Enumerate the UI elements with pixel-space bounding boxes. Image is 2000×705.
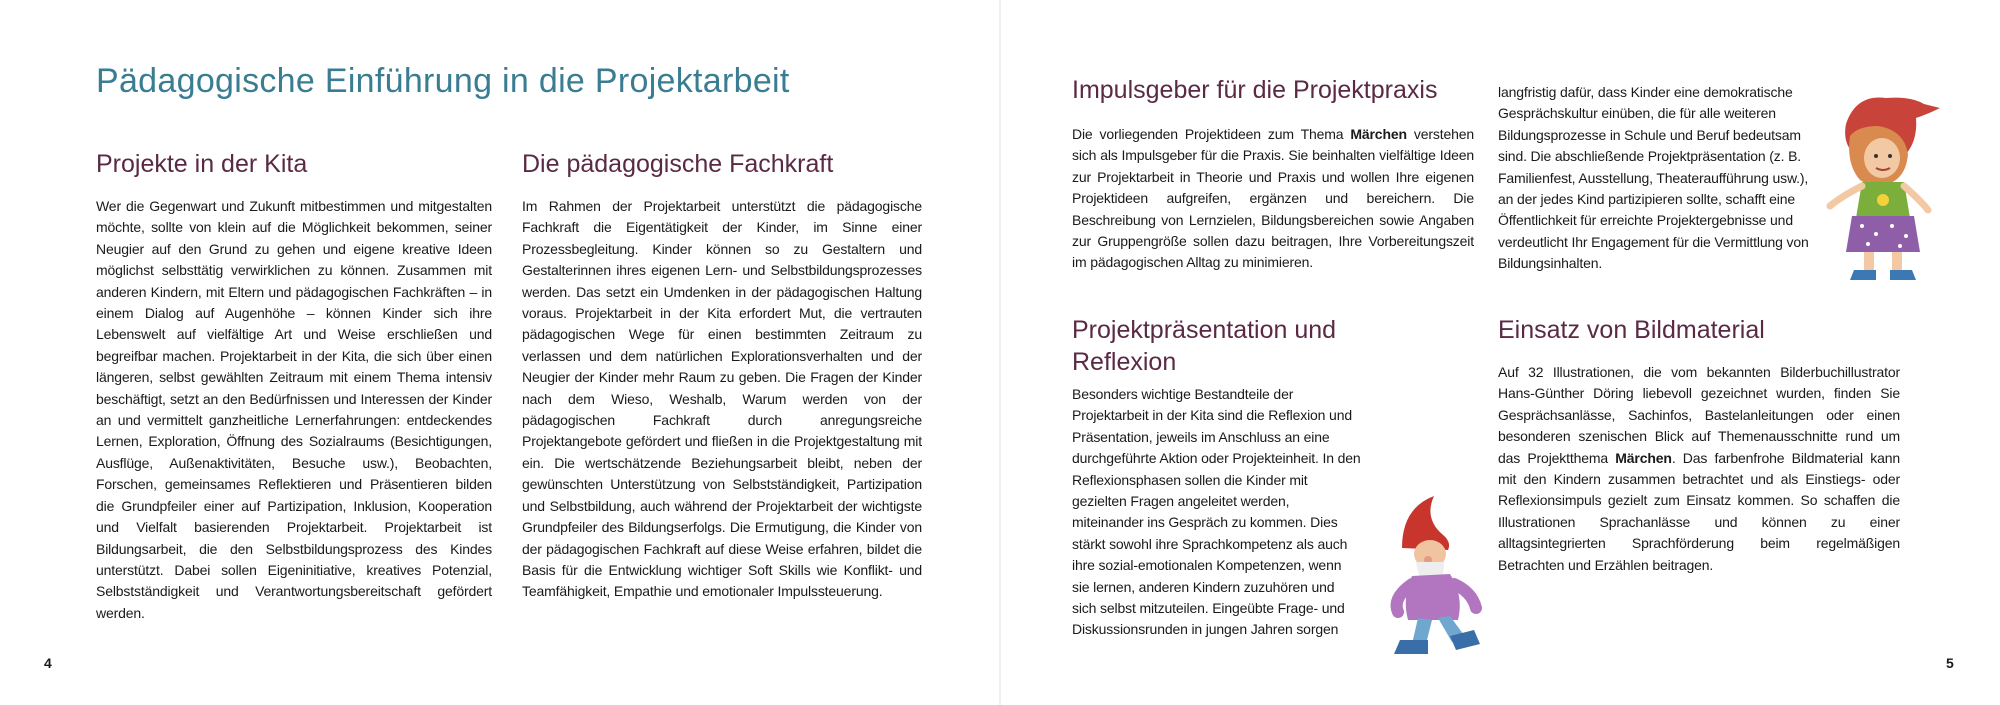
dwarf-illustration — [1372, 488, 1500, 660]
section-heading-impulsgeber: Impulsgeber für die Projektpraxis — [1072, 76, 1438, 104]
bold-term-maerchen: Märchen — [1350, 126, 1407, 142]
page-number-right: 5 — [1946, 655, 1954, 671]
right-page — [1000, 0, 2000, 705]
page-number-left: 4 — [44, 655, 52, 671]
section-body-fortsetzung: langfristig dafür, dass Kinder eine demokratische Gesprächskultur einüben, die für alle weiteren Bildungsprozesse in Schule und Beruf bedeutsam sind. Die abschließende Projektpräsentation (z. B. Familienfest, Ausstellung, Theateraufführung usw.), an der jedes Kind partizipieren sollte, schafft eine Öffentlichkeit für erreichte Projektergebnisse und verdeutlicht Ihr Engagement für die Vermittlung von Bildungsinhalten. — [1498, 84, 1809, 272]
section-body-fachkraft: Im Rahmen der Projektarbeit unterstützt die pädagogische Fachkraft die Eigentätigkeit der Kinder, im Sinne einer Prozessbegleitung. Kinder können so zu Gestaltern und Gestalterinnen ihres eigenen Lern- und Selbstbildungsprozesses werden. Das setzt ein Umdenken in der pädagogischen Haltung voraus. Projektarbeit in der Kita erfordert Mut, die vertrauten pädagogischen Wege für einen bestimmten Zeitraum zu verlassen und dem natürlichen Explorationsverhalten und der Neugier der Kinder mehr Raum zu geben. Die Fragen der Kinder nach dem Wieso, Weshalb, Warum werden von der pädagogischen Fachkraft durch anregungsreiche Projektangebote gefördert und fließen in die Projektgestaltung mit ein. Die wertschätzende Beziehungsarbeit bleibt, neben der gewünschten Unterstützung von Selbstständigkeit, Partizipation und Selbstbildung, auch während der Projektarbeit der wichtigste Grundpfeiler des Bildungserfolgs. Die Ermutigung, die Kinder von der pädagogischen Fachkraft auf diese Weise erfahren, bildet die Basis für die Entwicklung wichtiger Soft Skills wie Konflikt- und Teamfähigkeit, Empathie und emotionaler Impulssteuerung. — [522, 198, 922, 600]
section-heading-praesentation: Projektpräsentation und Reflexion — [1072, 316, 1337, 376]
section-body-impulsgeber: Die vorliegenden Projektideen zum Thema Märchen verstehen sich als Impulsgeber für die Praxis. Sie beinhalten vielfältige Ideen zur Projektarbeit in Theorie und Praxis und wollen Ihre eigenen Projektideen aufgreifen, ergänzen und bereichern. Die Beschreibung von Lernzielen, Bildungsbereichen sowie Angaben zur Gruppengröße sollen dazu beitragen, Ihre Vorbereitungszeit im pädagogischen Alltag zu minimieren. — [1072, 126, 1474, 271]
section-heading-fachkraft: Die pädagogische Fachkraft — [522, 150, 834, 178]
page-title: Pädagogische Einführung in die Projektarbeit — [96, 62, 790, 100]
bold-term-maerchen-2: Märchen — [1615, 449, 1672, 466]
section-body-praesentation: Besonders wichtige Bestandteile der Projektarbeit in der Kita sind die Reflexion und Präsentation, jeweils im Anschluss an eine durchgeführte Aktion oder Projekteinheit. In den Reflexionsphasen sollen die Kinder mit gezielten Fragen angeleitet werden, miteinander ins Gespräch zu kommen. Dies stärkt sowohl ihre Sprachkompetenz als auch ihre sozial-emotionalen Kompetenzen, wenn sie lernen, anderen Kindern zuzuhören und sich selbst mitzuteilen. Eingeübte Frage- und Diskussionsrunden in jungen Jahren sorgen — [1072, 386, 1361, 638]
section-body-projekte: Wer die Gegenwart und Zukunft mitbestimmen und mitgestalten möchte, sollte von klein auf die Möglichkeit bekommen, seiner Neugier auf den Grund zu gehen und eigene kreative Ideen möglichst selbsttätig verwirklichen zu können. Zusammen mit anderen Kindern, mit Eltern und pädagogischen Fachkräften – in einem Dialog auf Augenhöhe – können Kinder sich ihre Lebenswelt auf vielfältige Art und Weise erschließen und begreifbar machen. Projektarbeit in der Kita, die sich über einen längeren, selbst gewählten Zeitraum mit einem Thema intensiv beschäftigt, setzt an den Bedürfnissen und Interessen der Kinder an und vermittelt ganzheitliche Lernerfahrungen: entdeckendes Lernen, Exploration, Öffnung des Sozialraums (Besichtigungen, Ausflüge, Außenaktivitäten, Besuche usw.), Beobachten, Forschen, gemeinsames Reflektieren und Präsentieren bilden die Grundpfeiler einer auf Partizipation, Inklusion, Kooperation und Vielfalt basierenden Projektarbeit. Projektarbeit ist Bildungsarbeit, die den Selbstbildungsprozess des Kindes unterstützt. Dabei sollen Eigeninitiative, kreatives Potenzial, Selbstständigkeit und Verantwortungsbereitschaft gefördert werden. — [96, 198, 492, 621]
girl-illustration — [1816, 84, 1944, 284]
section-heading-projekte: Projekte in der Kita — [96, 150, 308, 178]
section-body-bildmaterial: Auf 32 Illustrationen, die vom bekannten Bilderbuchillustrator Hans-Günther Döring liebevoll gezeichnet wurden, finden Sie Gesprächsanlässe, Sachinfos, Bastelanleitungen oder einen besonderen szenischen Blick auf Themenausschnitte rund um das Projektthema Märchen. Das farbenfrohe Bildmaterial kann mit den Kindern zusammen betrachtet und als Einstiegs- oder Reflexionsimpuls gezielt zum Einsatz kommen. So schaffen die Illustrationen Sprachanlässe und können zu einer alltagsintegrierten Sprachförderung beim regelmäßigen Betrachten und Erzählen beitragen. — [1498, 364, 1900, 573]
section-heading-bildmaterial: Einsatz von Bildmaterial — [1498, 316, 1765, 344]
